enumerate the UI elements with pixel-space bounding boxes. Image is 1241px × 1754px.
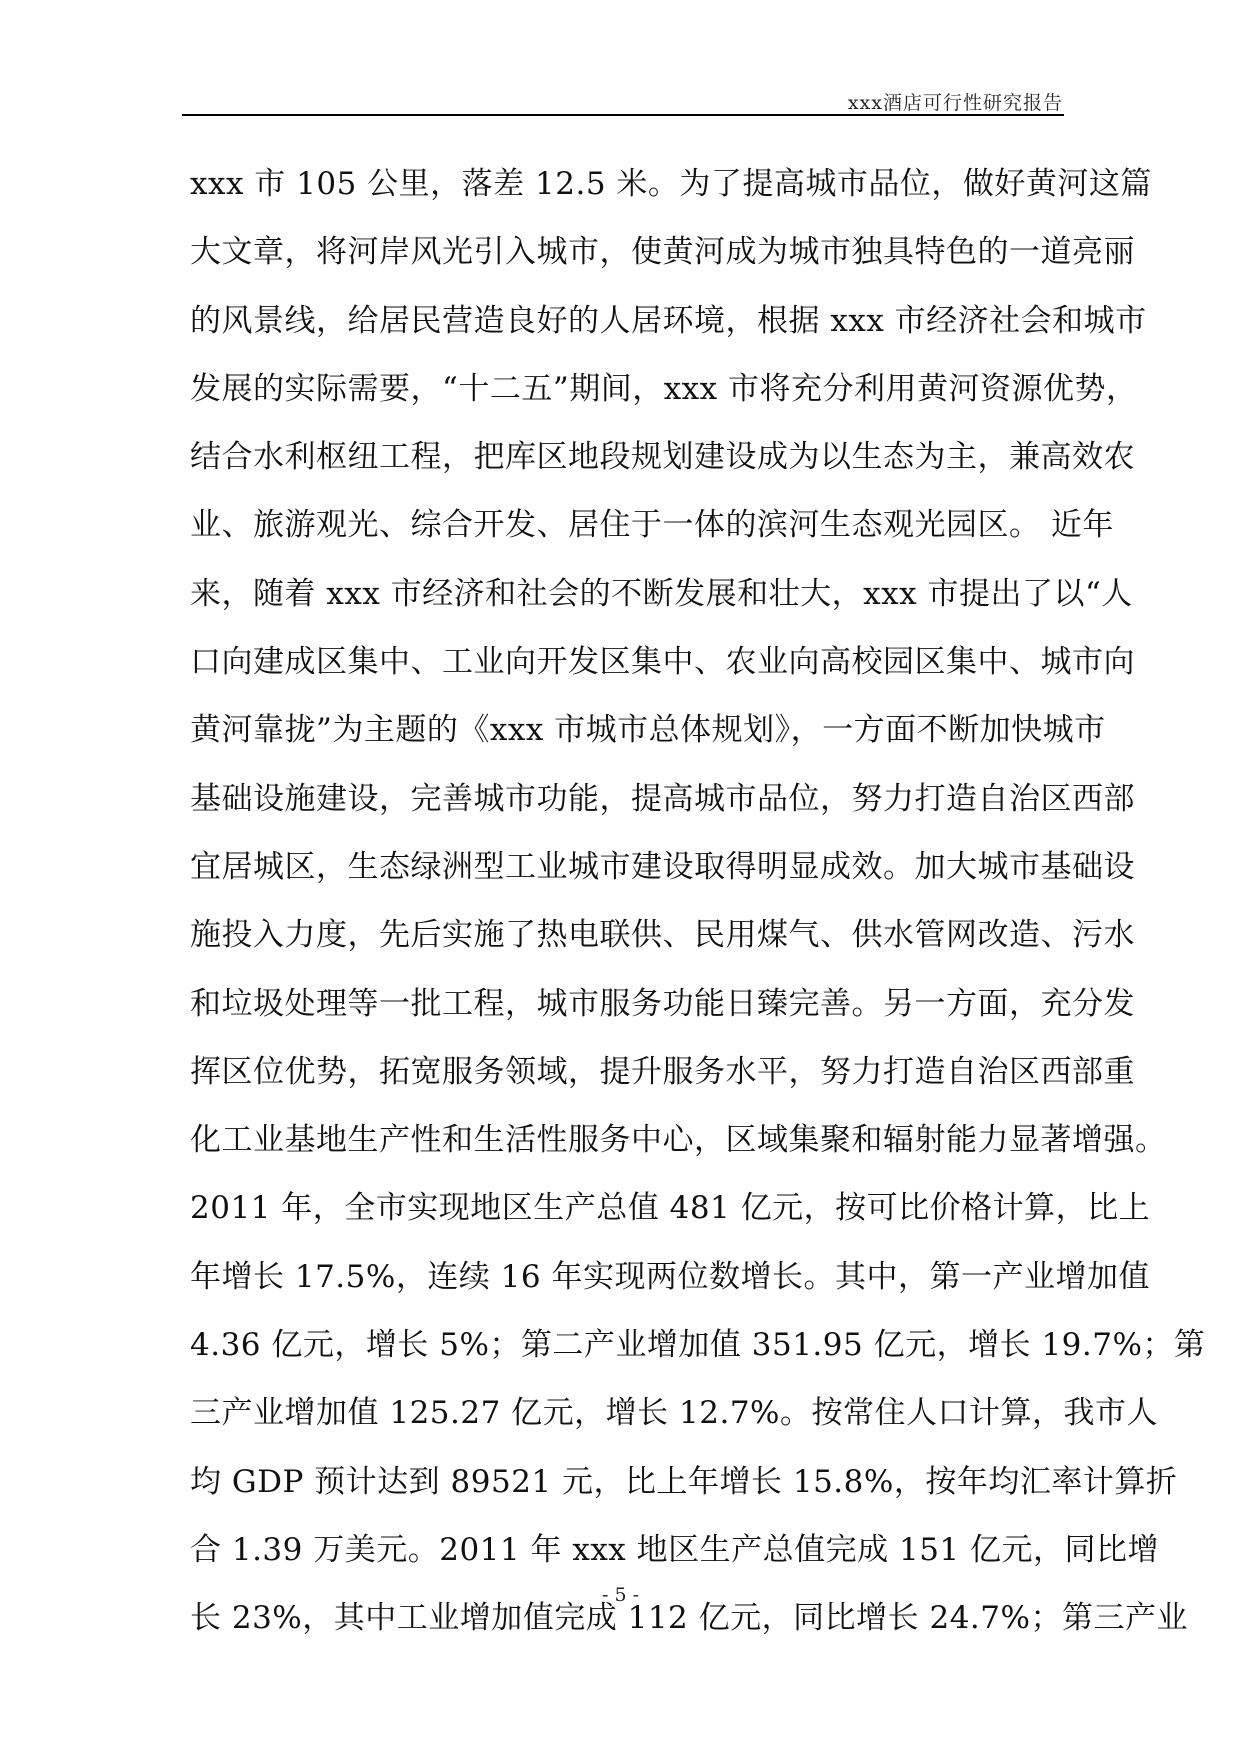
body-line: 大文章，将河岸风光引入城市，使黄河成为城市独具特色的一道亮丽 — [190, 234, 1135, 271]
body-line: 黄河靠拢”为主题的《xxx 市城市总体规划》，一方面不断加快城市 — [190, 712, 1106, 749]
body-line: 长 23%，其中工业增加值完成 112 亿元，同比增长 24.7%；第三产业 — [190, 1600, 1188, 1637]
body-line: 2011 年，全市实现地区生产总值 481 亿元，按可比价格计算，比上 — [190, 1190, 1151, 1227]
body-line: 年增长 17.5%，连续 16 年实现两位数增长。其中，第一产业增加值 — [190, 1258, 1150, 1295]
body-line: 结合水利枢纽工程，把库区地段规划建设成为以生态为主，兼高效农 — [190, 439, 1135, 476]
body-line: 基础设施建设，完善城市功能，提高城市品位，努力打造自治区西部 — [190, 780, 1135, 817]
body-line: 均 GDP 预计达到 89521 元，比上年增长 15.8%，按年均汇率计算折 — [190, 1463, 1178, 1500]
body-line: 宜居城区，生态绿洲型工业城市建设取得明显成效。加大城市基础设 — [190, 848, 1135, 885]
body-line: 挥区位优势，拓宽服务领域，提升服务水平，努力打造自治区西部重 — [190, 1053, 1135, 1090]
body-line: 三产业增加值 125.27 亿元，增长 12.7%。按常住人口计算，我市人 — [190, 1395, 1159, 1432]
body-line: 业、旅游观光、综合开发、居住于一体的滨河生态观光园区。 近年 — [190, 507, 1114, 544]
body-line: 来，随着 xxx 市经济和社会的不断发展和壮大，xxx 市提出了以“人 — [190, 575, 1133, 612]
body-line: 发展的实际需要，“十二五”期间，xxx 市将充分利用黄河资源优势， — [190, 370, 1138, 407]
body-line: 口向建成区集中、工业向开发区集中、农业向高校园区集中、城市向 — [190, 644, 1135, 681]
header-rule — [182, 114, 1064, 116]
header-title: xxx酒店可行性研究报告 — [847, 92, 1063, 114]
body-line: 合 1.39 万美元。2011 年 xxx 地区生产总值完成 151 亿元，同比增 — [190, 1531, 1160, 1568]
body-line: 和垃圾处理等一批工程，城市服务功能日臻完善。另一方面，充分发 — [190, 985, 1135, 1022]
body-line: xxx 市 105 公里，落差 12.5 米。为了提高城市品位，做好黄河这篇 — [190, 166, 1152, 202]
body-line: 4.36 亿元，增长 5%；第二产业增加值 351.95 亿元，增长 19.7%；第 — [190, 1327, 1206, 1364]
body-line: 施投入力度，先后实施了热电联供、民用煤气、供水管网改造、污水 — [190, 917, 1135, 954]
page-number: - 5 - — [601, 1584, 639, 1606]
body-line: 的风景线，给居民营造良好的人居环境，根据 xxx 市经济社会和城市 — [190, 302, 1147, 339]
body-text — [190, 150, 1206, 1653]
body-line: 化工业基地生产性和生活性服务中心，区域集聚和辐射能力显著增强。 — [190, 1122, 1167, 1159]
